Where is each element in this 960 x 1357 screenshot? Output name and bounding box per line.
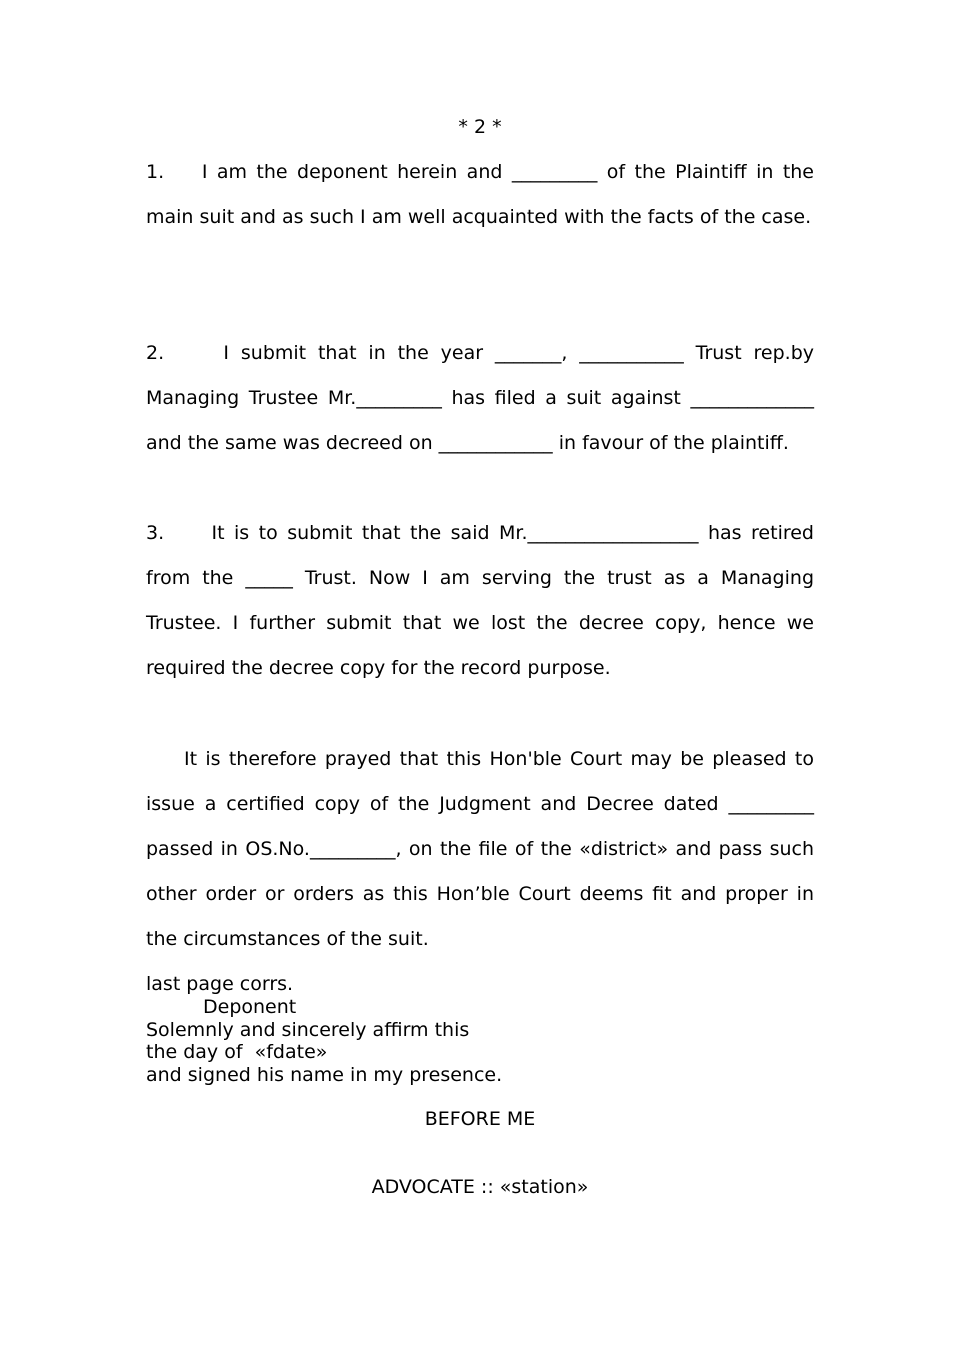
before-me-label: BEFORE ME: [424, 1108, 536, 1130]
deponent-label: Deponent: [203, 996, 297, 1018]
signature-line: and signed his name in my presence.: [146, 1064, 503, 1086]
advocate-label: ADVOCATE :: «station»: [371, 1176, 589, 1198]
paragraph-1: 1. I am the deponent herein and _________ of the Plaintiff in the main suit and as such I am well acquainted with the facts of the case.: [146, 161, 814, 228]
paragraph-3: 3. It is to submit that the said Mr.__________________ has retired from the _____ Trust. Now I am serving the trust as a Managing Trustee. I further submit that we lost the decree copy, hence we required the decree copy for the record purpose.: [146, 522, 814, 679]
affirmation-line: Solemnly and sincerely affirm this: [146, 1019, 470, 1041]
date-line: the day of «fdate»: [146, 1041, 328, 1063]
prayer-paragraph: It is therefore prayed that this Hon'ble Court may be pleased to issue a certified copy of the Judgment and Decree dated _________ passed in OS.No._________, on the file of the «district» and pass such other order or orders as this Hon’ble Court deems fit and proper in the circumstances of the suit.: [146, 748, 814, 950]
paragraph-2: 2. I submit that in the year _______, ___________ Trust rep.by Managing Trustee Mr._________ has filed a suit against _____________ and the same was decreed on ____________ in favour of the plaintiff.: [146, 342, 814, 454]
last-page-note: last page corrs.: [146, 973, 294, 995]
page-number: * 2 *: [458, 116, 502, 138]
